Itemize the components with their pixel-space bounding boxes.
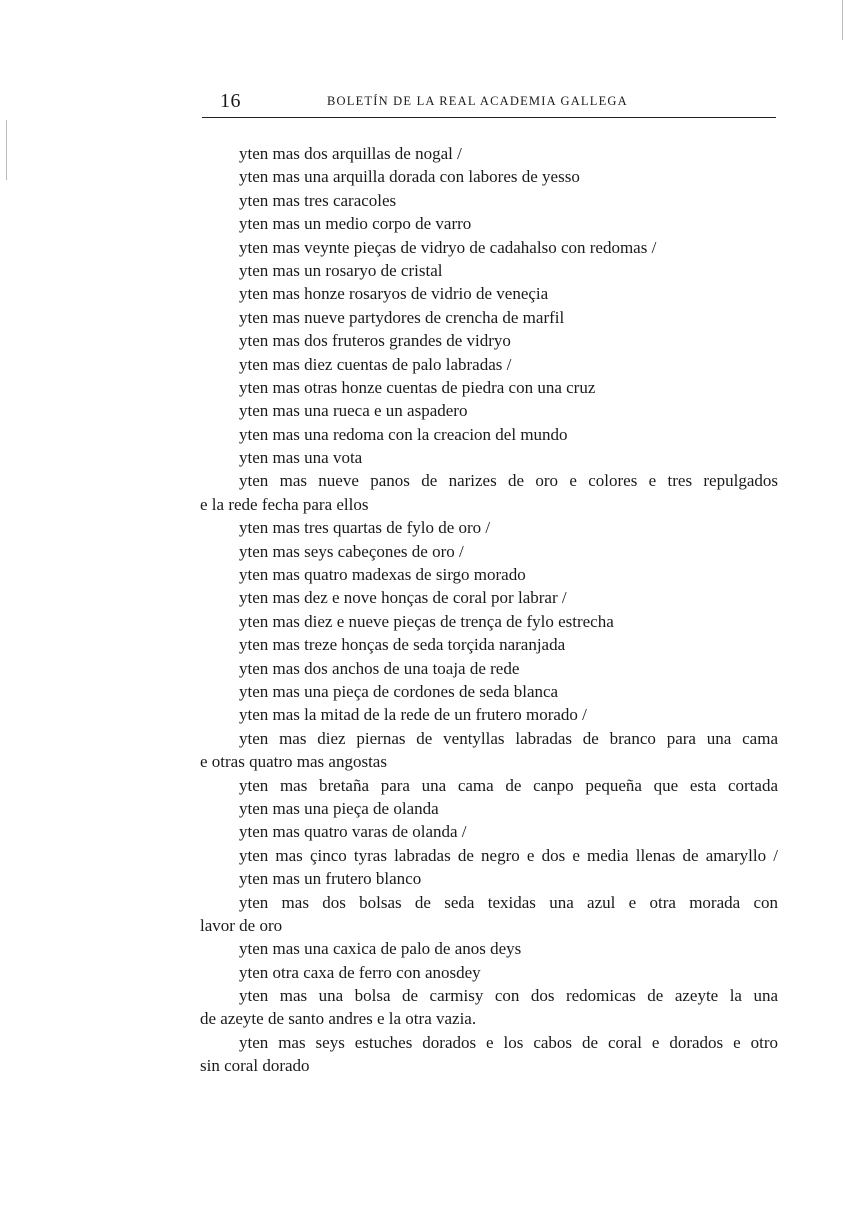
- text-line: yten mas dos fruteros grandes de vidryo: [239, 331, 511, 351]
- header-rule: [202, 117, 776, 118]
- text-line: yten mas dez e nove honças de coral por labrar /: [239, 588, 567, 608]
- text-line: yten mas un rosaryo de cristal: [239, 260, 443, 280]
- text-line: yten mas una bolsa de carmisy con dos redomicas de azeyte la una: [239, 986, 778, 1006]
- text-line: yten mas una caxica de palo de anos deys: [239, 939, 522, 959]
- text-line: yten mas una rueca e un aspadero: [239, 401, 468, 421]
- text-line: yten mas un medio corpo de varro: [239, 214, 472, 234]
- text-line: yten otra caxa de ferro con anosdey: [239, 962, 481, 982]
- text-line: yten mas tres quartas de fylo de oro /: [239, 518, 491, 538]
- text-line: yten mas quatro madexas de sirgo morado: [239, 565, 526, 585]
- text-line: yten mas honze rosaryos de vidrio de veneçia: [239, 284, 549, 304]
- text-line: yten mas treze honças de seda torçida naranjada: [239, 635, 566, 655]
- text-line: yten mas nueve partydores de crencha de marfil: [239, 307, 565, 327]
- text-line: lavor de oro: [200, 915, 283, 935]
- text-line: yten mas seys cabeçones de oro /: [239, 541, 464, 561]
- text-line: yten mas dos bolsas de seda texidas una azul e otra morada con: [239, 892, 778, 912]
- text-line: yten mas una arquilla dorada con labores de yesso: [239, 167, 580, 187]
- text-line: yten mas seys estuches dorados e los cabos de coral e dorados e otro: [239, 1032, 778, 1052]
- text-line: yten mas dos anchos de una toaja de rede: [239, 658, 520, 678]
- text-line: e otras quatro mas angostas: [200, 752, 387, 772]
- text-line: yten mas quatro varas de olanda /: [239, 822, 467, 842]
- text-line: yten mas diez e nueve pieças de trença de fylo estrecha: [239, 611, 614, 631]
- text-line: yten mas veynte pieças de vidryo de cadahalso con redomas /: [239, 237, 657, 257]
- page-number: 16: [220, 90, 241, 112]
- text-line: yten mas dos arquillas de nogal /: [239, 144, 462, 163]
- text-line: yten mas otras honze cuentas de piedra con una cruz: [239, 377, 596, 397]
- inventory-text: [200, 142, 778, 1078]
- text-line: yten mas una pieça de cordones de seda blanca: [239, 681, 559, 701]
- text-line: yten mas çinco tyras labradas de negro e dos e media llenas de amaryllo /: [239, 845, 778, 865]
- text-line: yten mas una redoma con la creacion del mundo: [239, 424, 568, 444]
- page-header: [202, 90, 776, 118]
- running-title: BOLETÍN DE LA REAL ACADEMIA GALLEGA: [327, 94, 628, 108]
- text-line: yten mas diez cuentas de palo labradas /: [239, 354, 512, 374]
- text-line: yten mas bretaña para una cama de canpo pequeña que esta cortada: [239, 775, 778, 795]
- text-line: sin coral dorado: [200, 1056, 310, 1076]
- text-line: e la rede fecha para ellos: [200, 494, 369, 514]
- text-line: yten mas nueve panos de narizes de oro e colores e tres repulgados: [239, 471, 778, 491]
- text-line: yten mas una vota: [239, 448, 363, 468]
- text-line: yten mas la mitad de la rede de un frutero morado /: [239, 705, 587, 725]
- scan-margin-mark: [842, 0, 843, 40]
- scan-margin-mark: [6, 120, 7, 180]
- text-line: de azeyte de santo andres e la otra vazia.: [200, 1009, 477, 1029]
- text-line: yten mas un frutero blanco: [239, 869, 422, 889]
- text-line: yten mas tres caracoles: [239, 190, 397, 210]
- text-line: yten mas diez piernas de ventyllas labradas de branco para una cama: [239, 728, 778, 748]
- text-line: yten mas una pieça de olanda: [239, 798, 439, 818]
